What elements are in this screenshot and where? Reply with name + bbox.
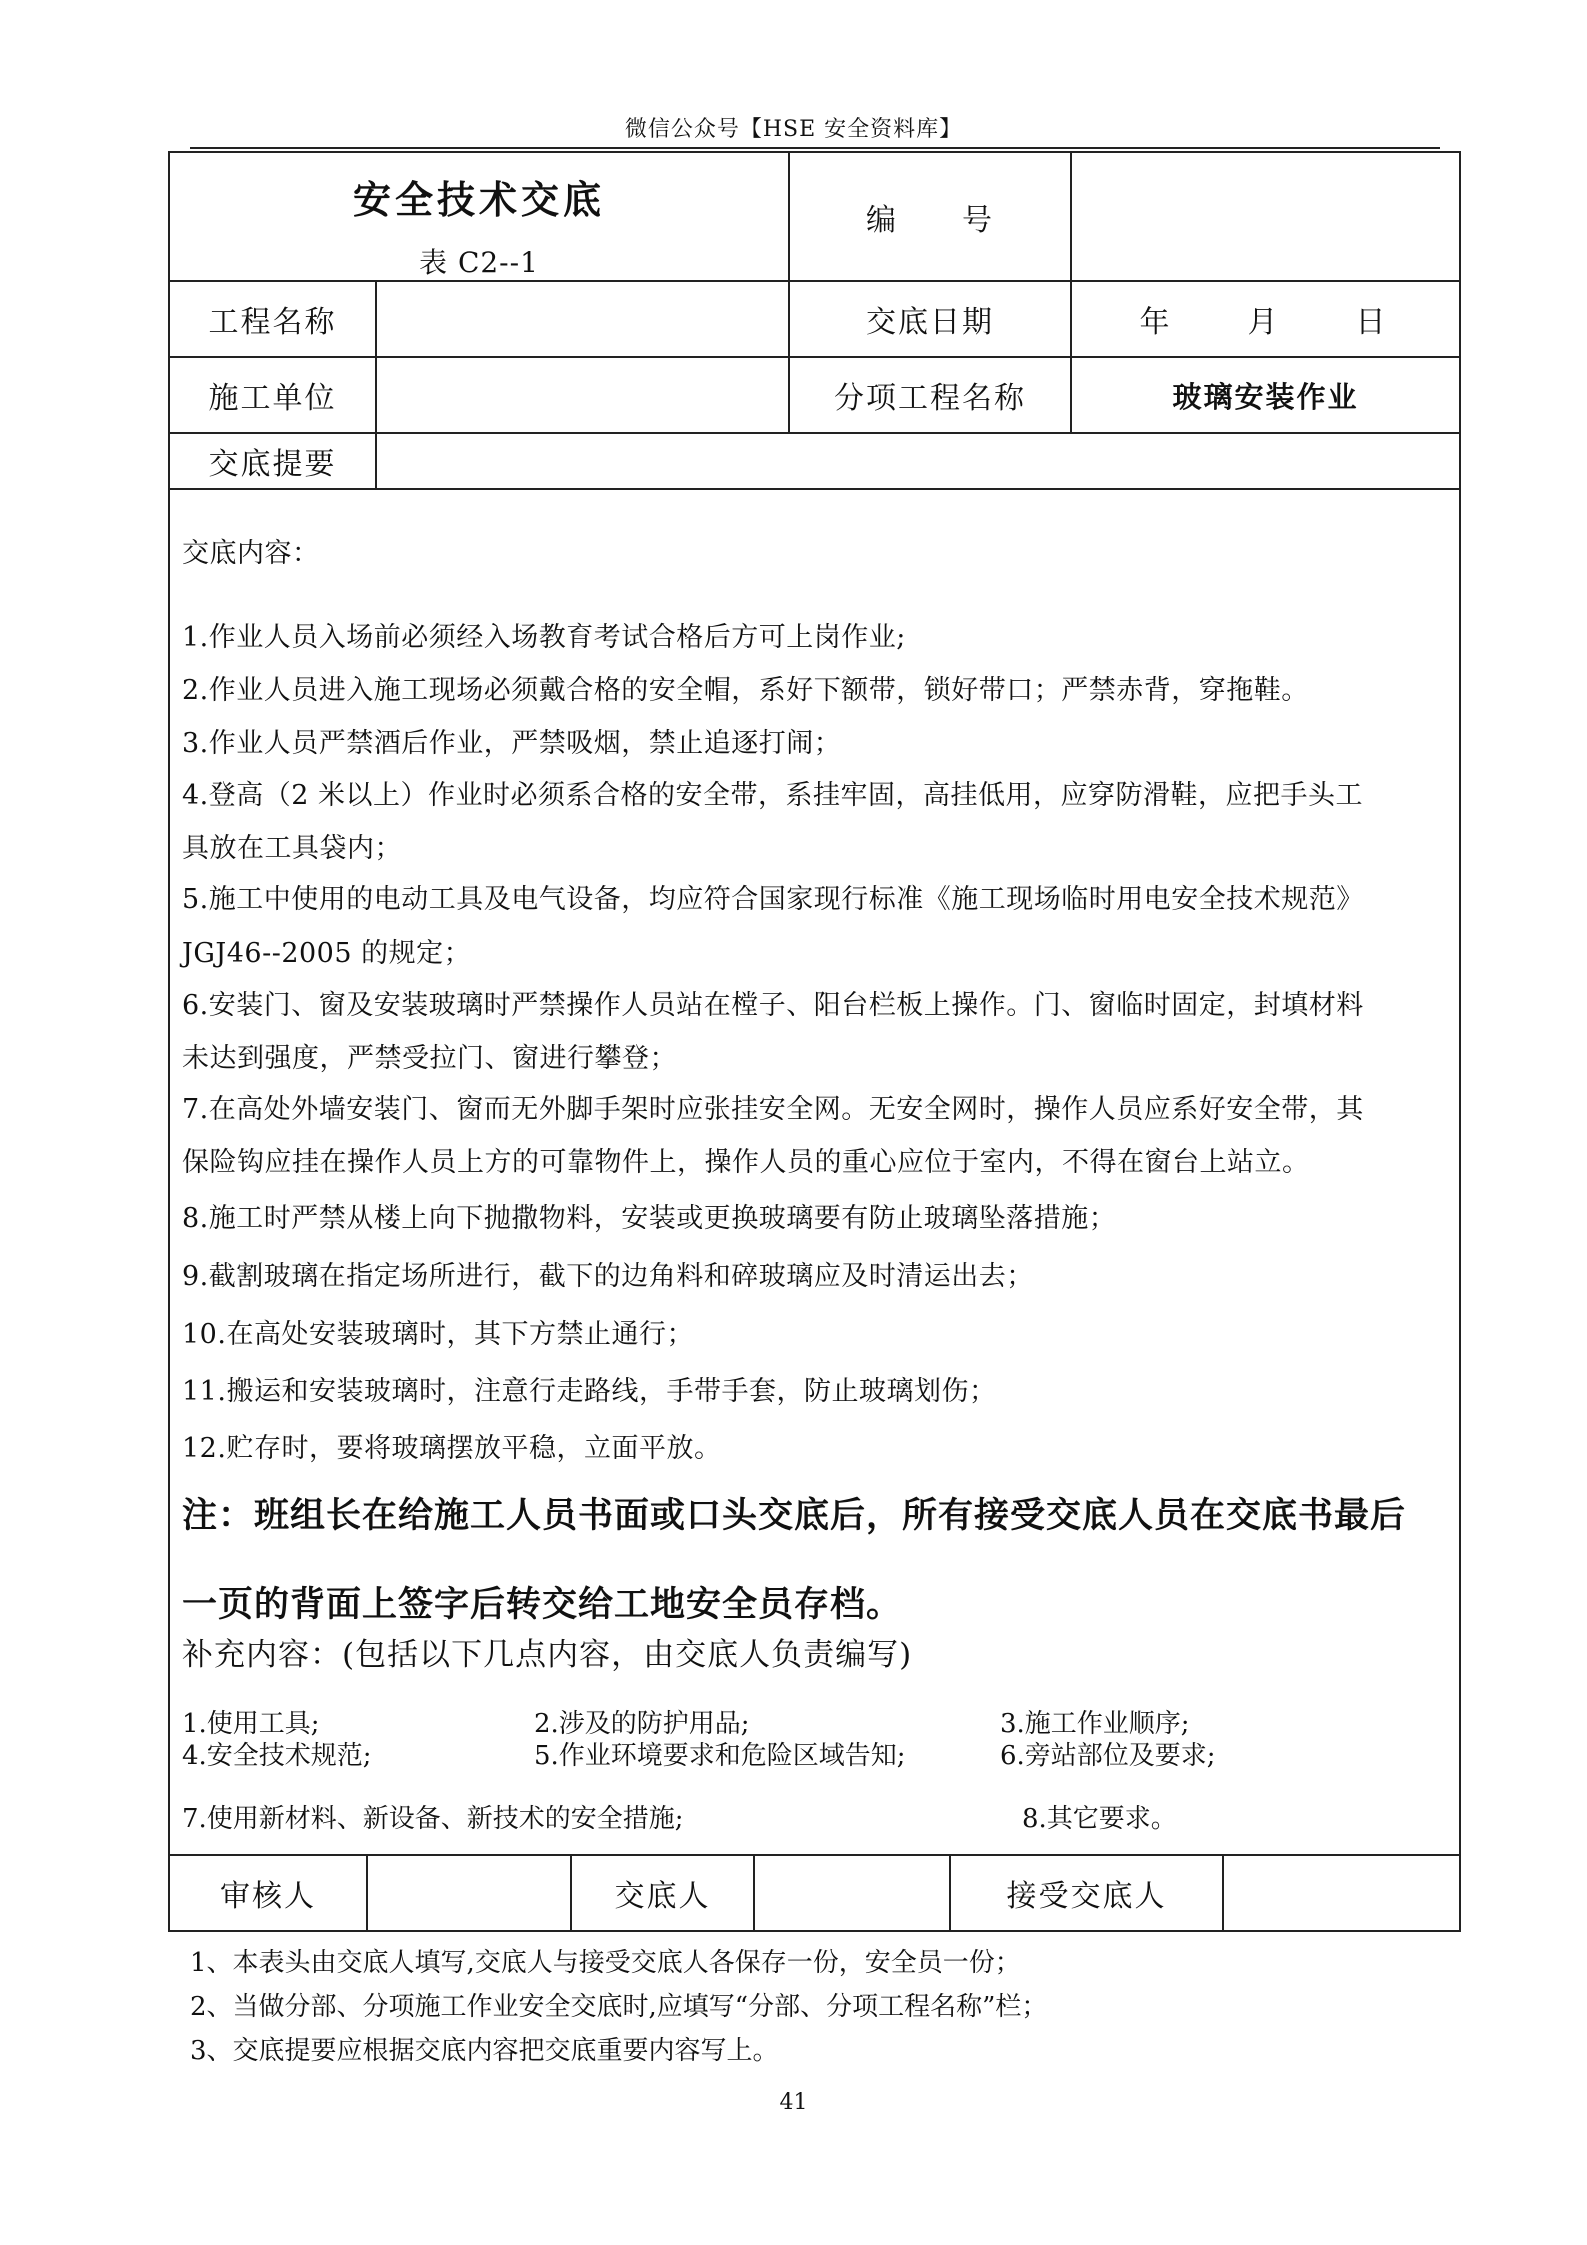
page-number: 41 (779, 2090, 808, 2115)
supplement-item: 3.施工作业顺序; (1000, 1709, 1190, 1739)
date-field[interactable]: 年 月 日 (1139, 305, 1392, 340)
sub-project-value[interactable]: 玻璃安装作业 (1172, 379, 1359, 414)
supplement-heading: 补充内容：(包括以下几点内容，由交底人负责编写) (182, 1637, 913, 1673)
footer-note: 1、本表头由交底人填写,交底人与接受交底人各保存一份，安全员一份； (190, 1948, 1021, 1978)
number-field[interactable] (1072, 153, 1459, 280)
content-line: 4.登高（2 米以上）作业时必须系合格的安全带，系挂牢固，高挂低用，应穿防滑鞋，应把手头工 (182, 780, 1364, 811)
supplement-item: 2.涉及的防护用品; (534, 1709, 750, 1739)
date-label: 交底日期 (866, 305, 994, 340)
content-line: 3.作业人员严禁酒后作业，严禁吸烟，禁止追逐打闹； (182, 728, 842, 759)
content-line: 6.安装门、窗及安装玻璃时严禁操作人员站在樘子、阳台栏板上操作。门、窗临时固定，封填材料 (182, 990, 1364, 1021)
number-label: 编 号 (866, 202, 994, 238)
content-line: 12.贮存时，要将玻璃摆放平稳，立面平放。 (182, 1433, 722, 1464)
content-line: 5.施工中使用的电动工具及电气设备，均应符合国家现行标准《施工现场临时用电安全技术规范》 (182, 884, 1364, 915)
reviewer-field[interactable] (368, 1856, 570, 1930)
presenter-field[interactable] (755, 1856, 949, 1930)
summary-label: 交底提要 (208, 447, 337, 482)
content-line: 7.在高处外墙安装门、窗而无外脚手架时应张挂安全网。无安全网时，操作人员应系好安全带，其 (182, 1094, 1364, 1125)
footer-note: 2、当做分部、分项施工作业安全交底时,应填写“分部、分项工程名称”栏； (190, 1992, 1048, 2022)
content-line: 8.施工时严禁从楼上向下抛撒物料，安装或更换玻璃要有防止玻璃坠落措施； (182, 1203, 1117, 1234)
header-source-note: 微信公众号【HSE 安全资料库】 (624, 117, 963, 142)
receiver-field[interactable] (1224, 1856, 1459, 1930)
presenter-label: 交底人 (614, 1879, 711, 1914)
content-line: 未达到强度，严禁受拉门、窗进行攀登； (182, 1043, 677, 1074)
sub-project-label: 分项工程名称 (834, 381, 1026, 416)
supplement-item: 5.作业环境要求和危险区域告知; (534, 1741, 906, 1771)
supplement-item: 8.其它要求。 (1022, 1804, 1177, 1834)
form-code: 表 C2--1 (419, 246, 539, 279)
note-line-2: 一页的背面上签字后转交给工地安全员存档。 (182, 1584, 903, 1625)
footer-note: 3、交底提要应根据交底内容把交底重要内容写上。 (190, 2036, 779, 2066)
supplement-item: 4.安全技术规范; (182, 1741, 372, 1771)
project-name-field[interactable] (377, 282, 788, 356)
row-divider (170, 488, 1459, 490)
content-line: 2.作业人员进入施工现场必须戴合格的安全帽，系好下额带，锁好带口；严禁赤背，穿拖鞋。 (182, 675, 1309, 706)
form-title: 安全技术交底 (352, 177, 605, 222)
project-name-label: 工程名称 (208, 305, 337, 340)
content-line: JGJ46--2005 的规定； (182, 938, 472, 969)
summary-field[interactable] (377, 434, 1459, 488)
header-rule (190, 147, 1440, 149)
construction-unit-field[interactable] (377, 358, 788, 432)
supplement-item: 6.旁站部位及要求; (1000, 1741, 1216, 1771)
content-line: 10.在高处安装玻璃时，其下方禁止通行； (182, 1319, 694, 1350)
reviewer-label: 审核人 (220, 1879, 316, 1914)
receiver-label: 接受交底人 (1006, 1879, 1167, 1914)
content-line: 9.截割玻璃在指定场所进行，截下的边角料和碎玻璃应及时清运出去； (182, 1261, 1034, 1292)
content-line: 具放在工具袋内； (182, 833, 402, 864)
note-line-1: 注：班组长在给施工人员书面或口头交底后，所有接受交底人员在交底书最后 (182, 1495, 1407, 1536)
content-line: 保险钩应挂在操作人员上方的可靠物件上，操作人员的重心应位于室内，不得在窗台上站立。 (182, 1147, 1310, 1178)
supplement-item: 1.使用工具; (182, 1709, 320, 1739)
content-line: 1.作业人员入场前必须经入场教育考试合格后方可上岗作业; (182, 622, 906, 653)
content-line: 11.搬运和安装玻璃时，注意行走路线，手带手套，防止玻璃划伤； (182, 1376, 997, 1407)
supplement-item: 7.使用新材料、新设备、新技术的安全措施; (182, 1804, 684, 1834)
construction-unit-label: 施工单位 (208, 381, 337, 416)
safety-briefing-form (168, 151, 1461, 1932)
content-heading: 交底内容： (182, 538, 320, 569)
